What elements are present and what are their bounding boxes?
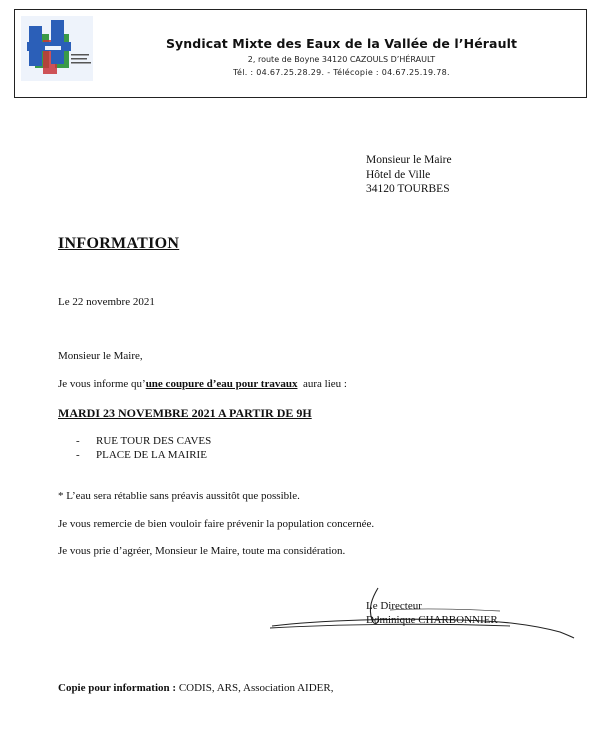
organization-logo	[21, 16, 93, 81]
letterhead	[14, 9, 587, 98]
recipient-line: Monsieur le Maire	[366, 154, 452, 166]
organization-name: Syndicat Mixte des Eaux de la Vallée de l’Hérault	[165, 36, 518, 51]
list-dash: -	[76, 435, 80, 447]
recipient-line: 34120 TOURBES	[366, 183, 450, 195]
street-name: RUE TOUR DES CAVES	[96, 435, 212, 447]
copy-recipients: CODIS, ARS, Association AIDER,	[176, 682, 334, 694]
recipient-line: Hôtel de Ville	[366, 168, 431, 181]
list-item	[76, 434, 211, 448]
document-heading: INFORMATION	[58, 235, 180, 252]
inform-paragraph	[58, 378, 347, 390]
street-list	[76, 434, 211, 462]
organization-address: 2, route de Boyne 34120 CAZOULS D’HÉRAULT	[247, 55, 436, 64]
recipient-address	[366, 153, 452, 197]
inform-emphasis: une coupure d’eau pour travaux	[145, 378, 298, 390]
signatory-title: Le Directeur	[366, 600, 422, 612]
copy-label: Copie pour information :	[58, 682, 177, 694]
street-name: PLACE DE LA MAIRIE	[96, 449, 207, 461]
closing-paragraph: Je vous prie d’agréer, Monsieur le Maire, toute ma considération.	[58, 545, 346, 557]
outage-date-time: MARDI 23 NOVEMBRE 2021 A PARTIR DE 9H	[58, 406, 312, 420]
signatory-name: Dominique CHARBONNIER	[366, 614, 498, 626]
list-item	[76, 448, 211, 462]
organization-phone: Tél. : 04.67.25.28.29. - Télécopie : 04.67.25.19.78.	[233, 68, 450, 77]
inform-text: Je vous informe qu’	[58, 378, 146, 390]
salutation: Monsieur le Maire,	[58, 350, 143, 362]
copy-to	[58, 682, 333, 694]
letter-date: Le 22 novembre 2021	[58, 296, 155, 308]
inform-text-end: aura lieu :	[297, 378, 347, 390]
list-dash: -	[76, 449, 80, 461]
thanks-paragraph: Je vous remercie de bien vouloir faire prévenir la population concernée.	[58, 518, 375, 530]
restoration-note: * L’eau sera rétablie sans préavis aussitôt que possible.	[58, 490, 300, 502]
